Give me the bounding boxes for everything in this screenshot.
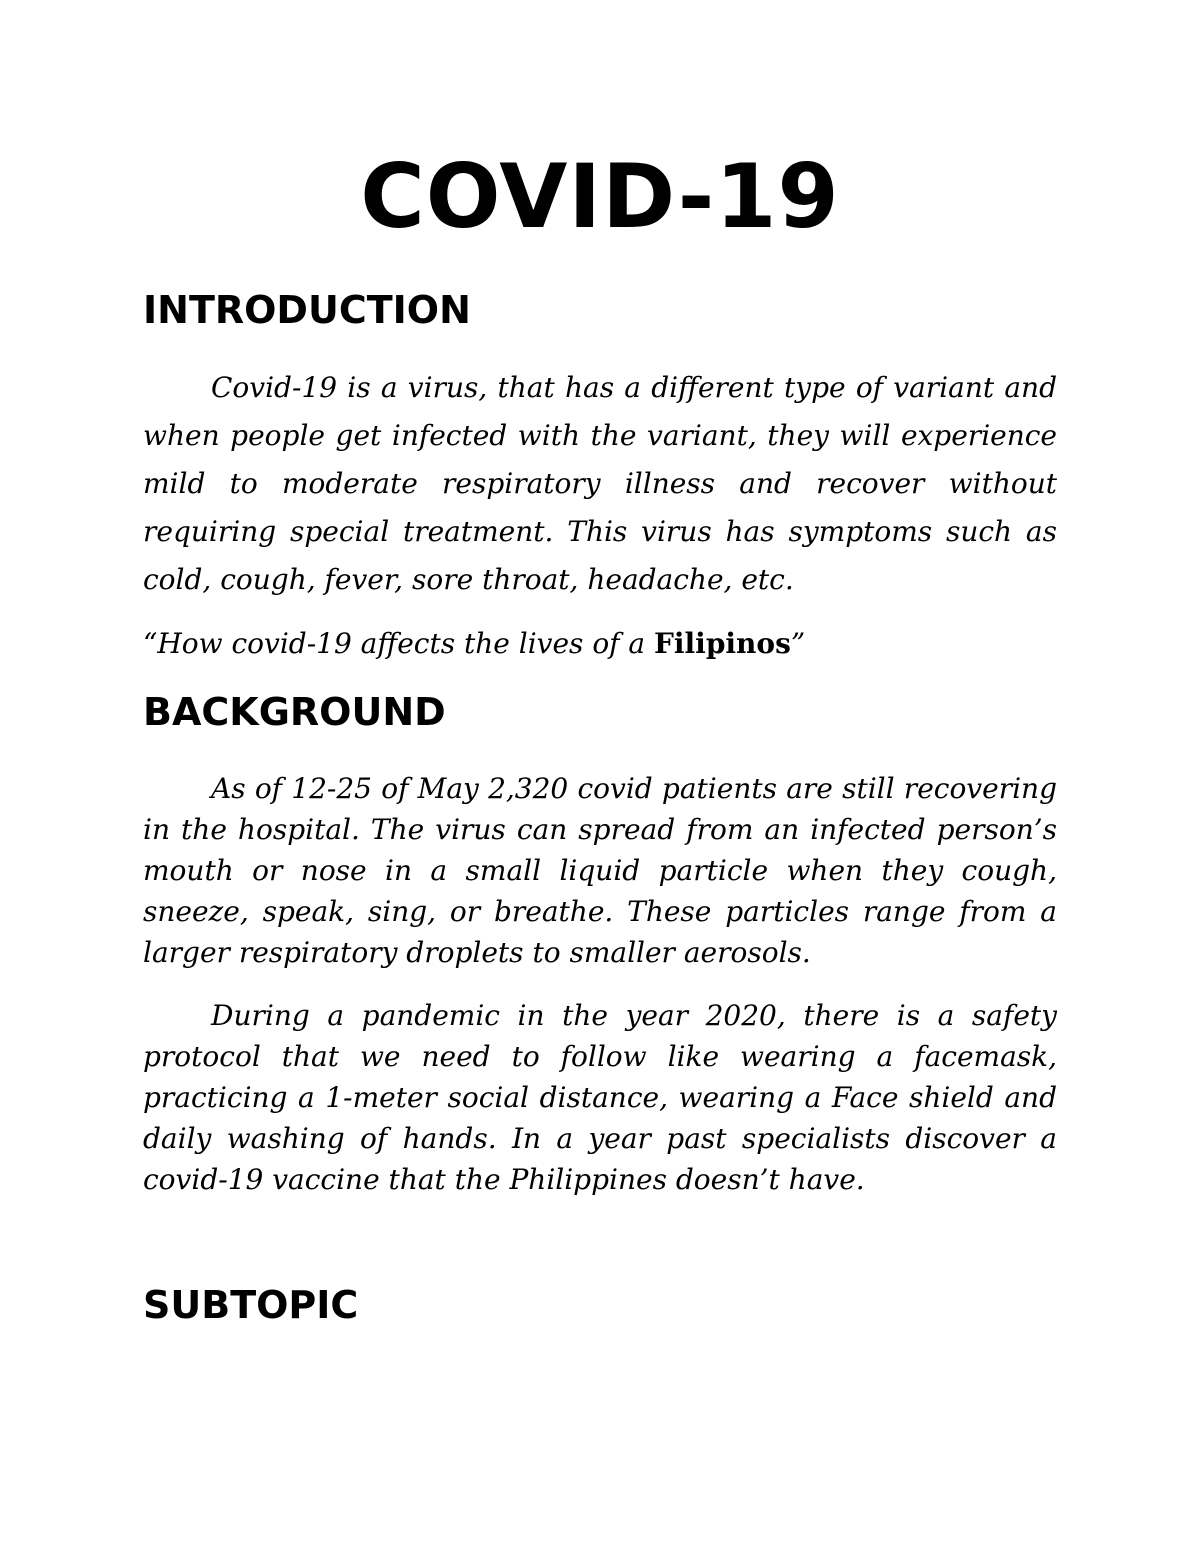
background-heading: BACKGROUND xyxy=(143,690,446,734)
background-paragraph-2: During a pandemic in the year 2020, there is a safety protocol that we need to follow like wearing a facemask, practicing a 1-meter social distance, wearing a Face shield and daily washing of hands. In a year past specialists discover a covid-19 vaccine that the Philippines doesn’t have. xyxy=(143,999,1057,1196)
quote-emphasis: Filipinos xyxy=(654,627,791,660)
document-title: COVID-19 xyxy=(360,145,840,248)
introduction-heading: INTRODUCTION xyxy=(143,288,471,332)
introduction-paragraph: Covid-19 is a virus, that has a different type of variant and when people get infected with the variant, they will experience mild to moderate respiratory illness and recover without requiring special treatment. This virus has symptoms such as cold, cough, fever, sore throat, headache, etc. xyxy=(143,371,1057,596)
introduction-quote xyxy=(143,622,805,666)
quote-text: “How covid-19 affects the lives of a xyxy=(143,627,655,660)
background-paragraph-1: As of 12-25 of May 2,320 covid patients are still recovering in the hospital. The virus can spread from an infected person’s mouth or nose in a small liquid particle when they cough, sneeze, speak, sing, or breathe. These particles range from a larger respiratory droplets to smaller aerosols. xyxy=(143,772,1057,969)
quote-close: ” xyxy=(790,627,806,660)
subtopic-heading: SUBTOPIC xyxy=(143,1283,359,1327)
